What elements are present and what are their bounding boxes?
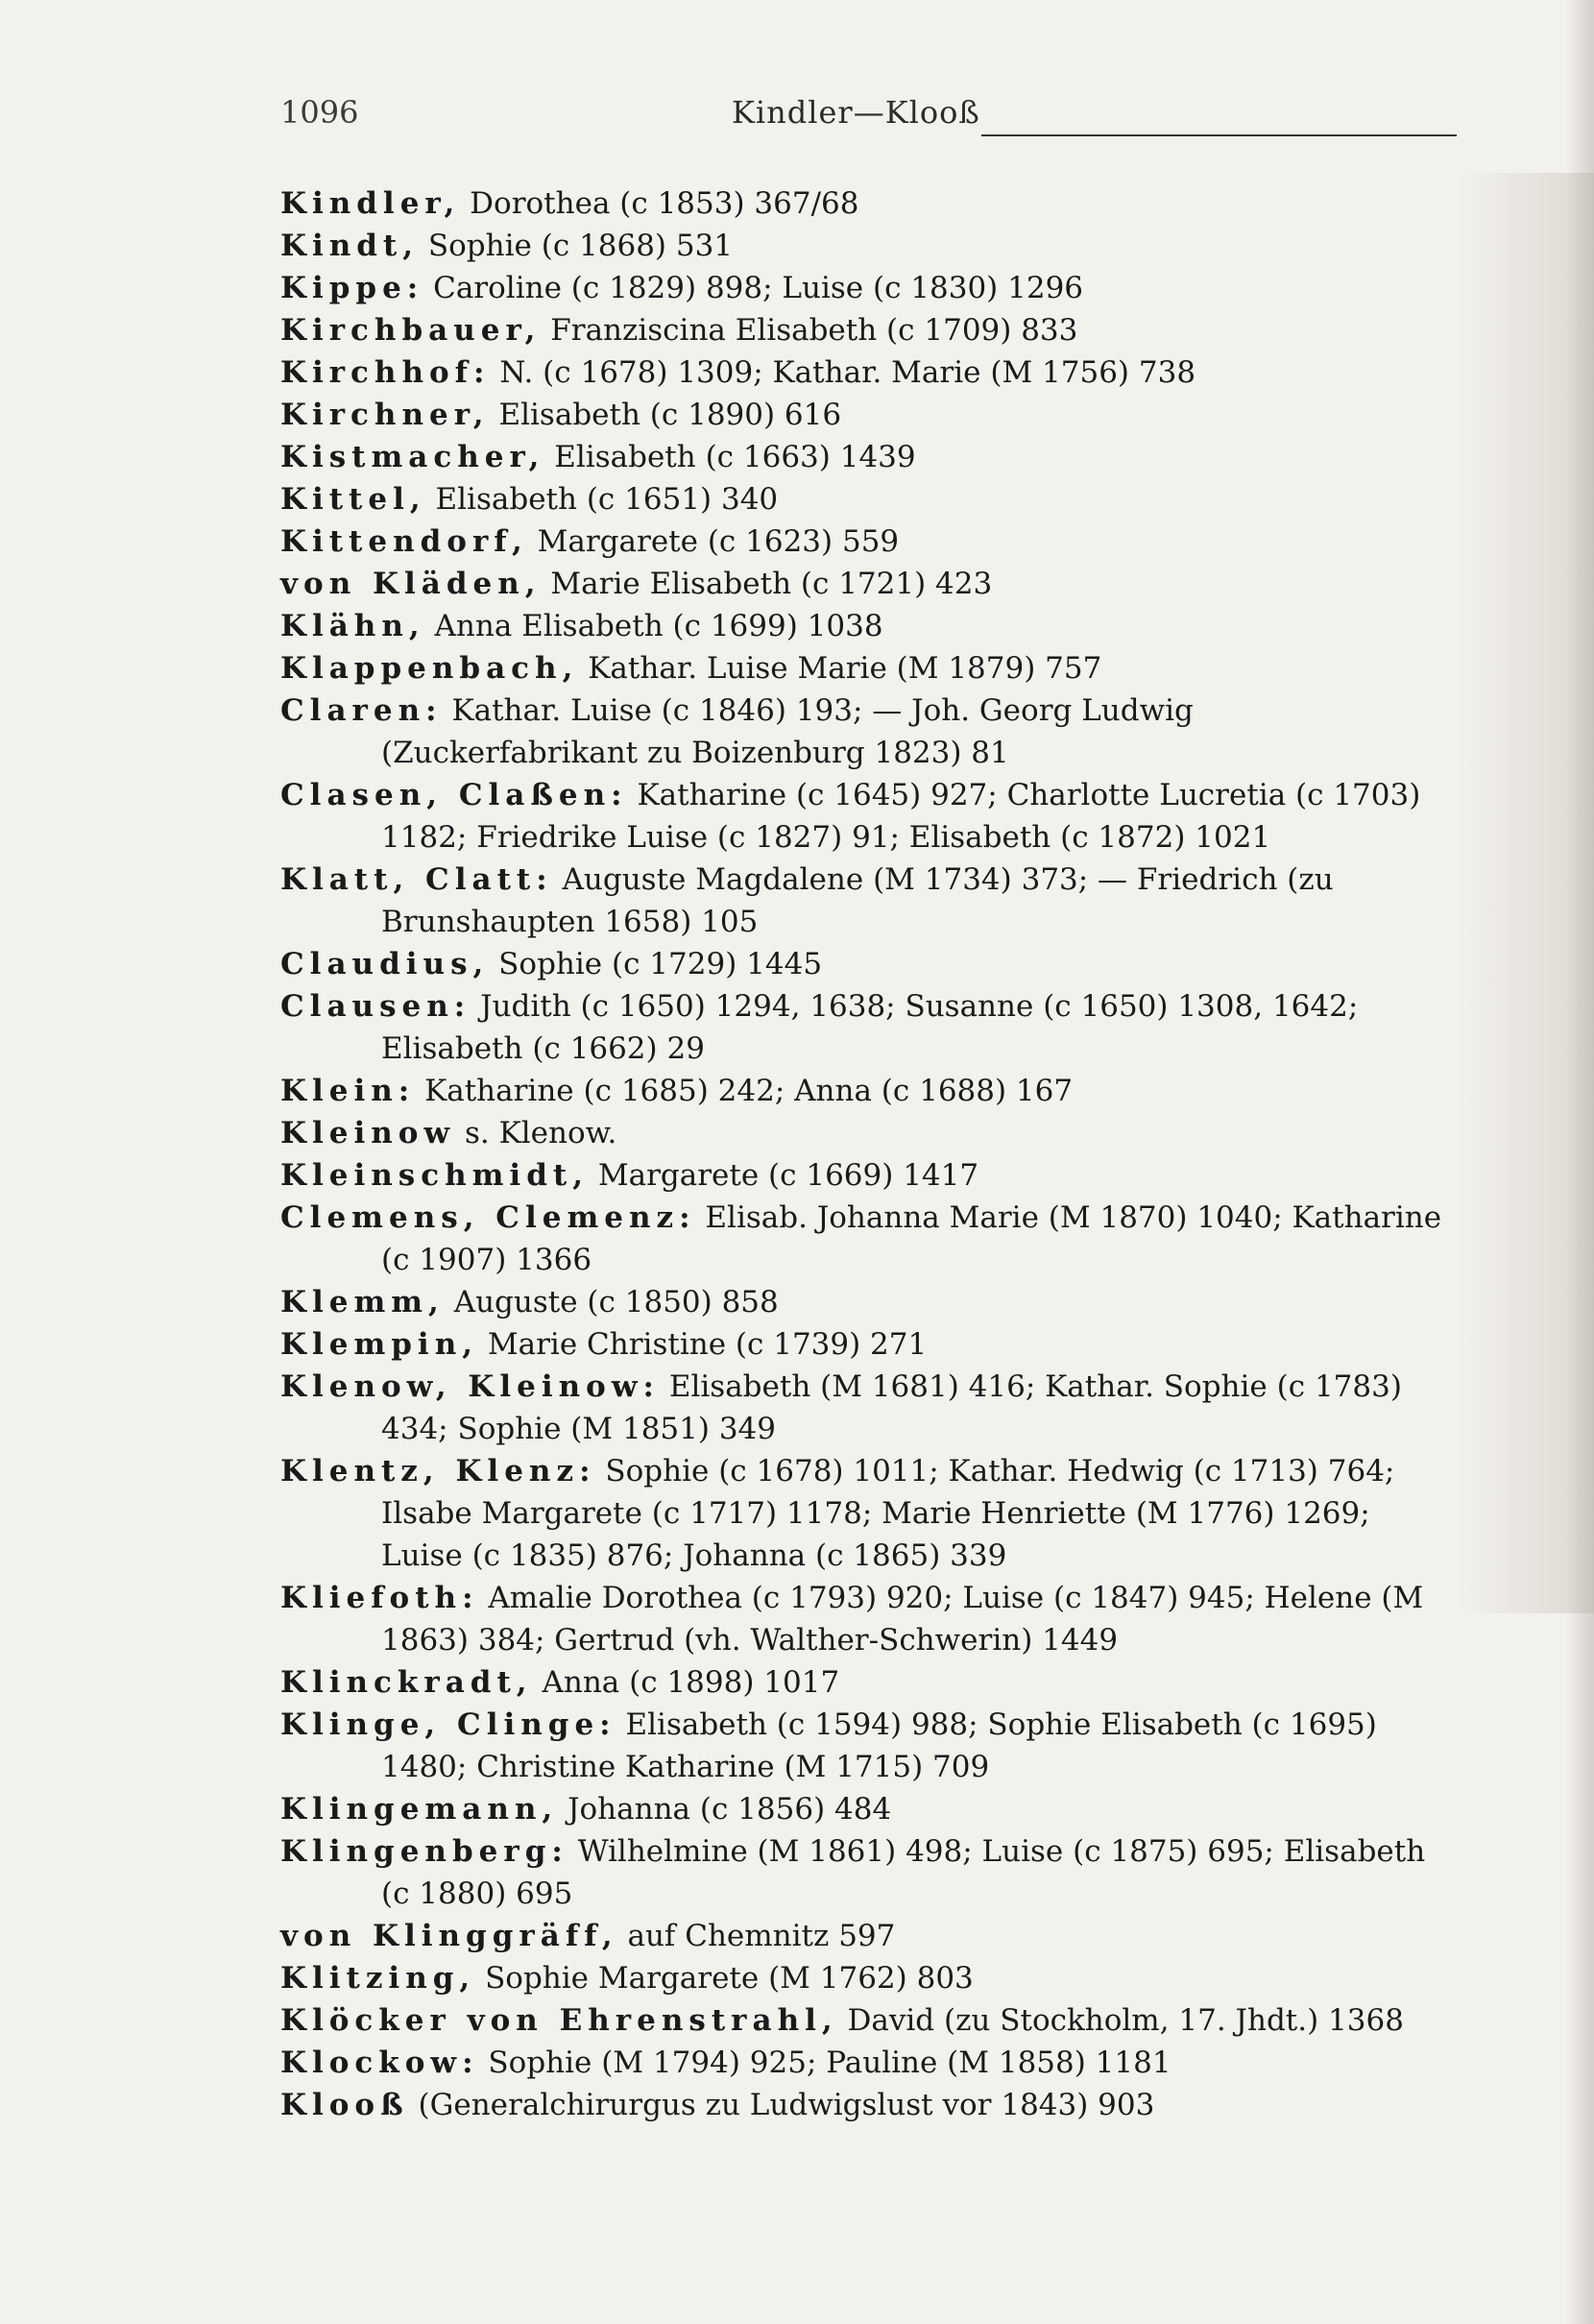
register-entry bbox=[280, 1788, 1457, 1830]
entry-surname: Klentz, Klenz: bbox=[280, 1454, 596, 1489]
entry-details: Marie Elisabeth (c 1721) 423 bbox=[550, 567, 993, 601]
register-entry bbox=[280, 1281, 1457, 1323]
entry-details: Elisabeth (M 1681) 416; Kathar. Sophie (c 1783) 434; Sophie (M 1851) 349 bbox=[381, 1369, 1402, 1446]
entry-surname: Claudius, bbox=[280, 947, 490, 981]
entry-details: Judith (c 1650) 1294, 1638; Susanne (c 1650) 1308, 1642; Elisabeth (c 1662) 29 bbox=[381, 989, 1359, 1066]
entry-details: (Generalchirurgus zu Ludwigslust vor 1843) 903 bbox=[418, 2088, 1155, 2122]
entry-surname: Klinckradt, bbox=[280, 1665, 533, 1700]
entry-details: Elisab. Johanna Marie (M 1870) 1040; Katharine (c 1907) 1366 bbox=[381, 1200, 1442, 1277]
entry-details: Margarete (c 1669) 1417 bbox=[597, 1158, 979, 1193]
entry-surname: Klooß bbox=[280, 2088, 409, 2122]
entry-surname: Klempin, bbox=[280, 1327, 479, 1362]
entry-details: Auguste Magdalene (M 1734) 373; — Friedrich (zu Brunshaupten 1658) 105 bbox=[381, 862, 1334, 939]
entry-surname: von Klinggräff, bbox=[280, 1919, 618, 1953]
entry-details: Elisabeth (c 1651) 340 bbox=[435, 482, 779, 517]
entry-surname: Kindler, bbox=[280, 186, 461, 221]
entry-details: Caroline (c 1829) 898; Luise (c 1830) 1296 bbox=[433, 271, 1084, 305]
entry-details: Margarete (c 1623) 559 bbox=[537, 524, 900, 559]
register-entry bbox=[280, 647, 1457, 690]
register-entry bbox=[280, 1915, 1457, 1957]
register-entry bbox=[280, 267, 1457, 309]
entry-details: Elisabeth (c 1663) 1439 bbox=[554, 440, 916, 474]
entry-surname: Kistmacher, bbox=[280, 440, 545, 474]
entry-surname: Klockow: bbox=[280, 2046, 479, 2080]
running-head: Kindler—Klooß bbox=[732, 94, 980, 131]
entry-surname: Klatt, Clatt: bbox=[280, 862, 553, 897]
entry-details: Elisabeth (c 1890) 616 bbox=[498, 398, 842, 432]
register-entry bbox=[280, 225, 1457, 267]
entry-details: Sophie (c 1678) 1011; Kathar. Hedwig (c 1713) 764; Ilsabe Margarete (c 1717) 1178; Marie Henriette (M 1776) 1269; Luise (c 1835) 876; Johanna (c 1865) 339 bbox=[381, 1454, 1395, 1573]
register-entry bbox=[280, 1323, 1457, 1366]
entry-surname: Klein: bbox=[280, 1074, 416, 1108]
entry-surname: Kittendorf, bbox=[280, 524, 528, 559]
entry-details: Johanna (c 1856) 484 bbox=[568, 1792, 892, 1827]
entry-surname: Klingemann, bbox=[280, 1792, 559, 1827]
page-header bbox=[280, 88, 1457, 136]
entry-surname: Kippe: bbox=[280, 271, 424, 305]
register-entry bbox=[280, 436, 1457, 478]
register-entry bbox=[280, 1197, 1457, 1281]
entry-surname: Kittel, bbox=[280, 482, 426, 517]
entry-details: s. Klenow. bbox=[464, 1116, 617, 1150]
page-number: 1096 bbox=[280, 94, 359, 131]
register-entry bbox=[280, 182, 1457, 225]
register-entry bbox=[280, 985, 1457, 1070]
register-entry bbox=[280, 478, 1457, 520]
entry-details: Marie Christine (c 1739) 271 bbox=[487, 1327, 928, 1362]
register-entry bbox=[280, 859, 1457, 943]
register-entry bbox=[280, 1957, 1457, 1999]
entry-surname: Klenow, Kleinow: bbox=[280, 1369, 660, 1404]
entry-surname: Klingenberg: bbox=[280, 1834, 568, 1869]
page-edge-shadow bbox=[1565, 0, 1594, 2324]
entry-surname: Kirchbauer, bbox=[280, 313, 542, 348]
register-entry bbox=[280, 1070, 1457, 1112]
entry-surname: Kleinschmidt, bbox=[280, 1158, 589, 1193]
entry-surname: Kliefoth: bbox=[280, 1581, 479, 1615]
entry-surname: Clasen, Claßen: bbox=[280, 778, 628, 812]
entry-details: Amalie Dorothea (c 1793) 920; Luise (c 1847) 945; Helene (M 1863) 384; Gertrud (vh. Walther-Schwerin) 1449 bbox=[381, 1581, 1424, 1658]
entry-details: Katharine (c 1645) 927; Charlotte Lucretia (c 1703) 1182; Friedrike Luise (c 1827) 91; Elisabeth (c 1872) 1021 bbox=[381, 778, 1421, 855]
entry-details: Sophie (M 1794) 925; Pauline (M 1858) 1181 bbox=[488, 2046, 1171, 2080]
entry-details: David (zu Stockholm, 17. Jhdt.) 1368 bbox=[847, 2003, 1404, 2038]
entry-surname: Klinge, Clinge: bbox=[280, 1707, 616, 1742]
entry-surname: Kleinow bbox=[280, 1116, 456, 1150]
register-entry bbox=[280, 1450, 1457, 1577]
register-entries bbox=[280, 182, 1457, 2126]
entry-surname: Klitzing, bbox=[280, 1961, 476, 1996]
entry-surname: Claren: bbox=[280, 693, 443, 728]
register-entry bbox=[280, 2084, 1457, 2126]
entry-surname: Klähn, bbox=[280, 609, 425, 643]
entry-details: Franziscina Elisabeth (c 1709) 833 bbox=[550, 313, 1078, 348]
register-entry bbox=[280, 2042, 1457, 2084]
register-entry bbox=[280, 1577, 1457, 1661]
entry-details: Dorothea (c 1853) 367/68 bbox=[470, 186, 859, 221]
entry-details: Elisabeth (c 1594) 988; Sophie Elisabeth (c 1695) 1480; Christine Katharine (M 1715) 709 bbox=[381, 1707, 1377, 1784]
entry-surname: Kirchhof: bbox=[280, 355, 491, 390]
entry-surname: Clemens, Clemenz: bbox=[280, 1200, 696, 1235]
register-entry bbox=[280, 1999, 1457, 2042]
entry-details: Anna Elisabeth (c 1699) 1038 bbox=[434, 609, 883, 643]
entry-details: Auguste (c 1850) 858 bbox=[453, 1285, 779, 1319]
register-entry bbox=[280, 605, 1457, 647]
entry-details: Sophie (c 1729) 1445 bbox=[498, 947, 823, 981]
register-entry bbox=[280, 520, 1457, 563]
register-entry bbox=[280, 309, 1457, 351]
register-entry bbox=[280, 394, 1457, 436]
entry-surname: Kirchner, bbox=[280, 398, 490, 432]
register-entry bbox=[280, 1830, 1457, 1915]
register-entry bbox=[280, 351, 1457, 394]
register-entry bbox=[280, 1704, 1457, 1788]
register-entry bbox=[280, 1661, 1457, 1704]
register-entry bbox=[280, 774, 1457, 859]
entry-surname: Klappenbach, bbox=[280, 651, 579, 686]
register-entry bbox=[280, 563, 1457, 605]
register-entry bbox=[280, 1154, 1457, 1197]
entry-surname: Clausen: bbox=[280, 989, 471, 1024]
register-entry bbox=[280, 943, 1457, 985]
entry-details: auf Chemnitz 597 bbox=[627, 1919, 896, 1953]
entry-surname: Kindt, bbox=[280, 229, 420, 263]
entry-details: Anna (c 1898) 1017 bbox=[542, 1665, 840, 1700]
entry-details: Sophie (c 1868) 531 bbox=[427, 229, 734, 263]
entry-details: Wilhelmine (M 1861) 498; Luise (c 1875) 695; Elisabeth (c 1880) 695 bbox=[381, 1834, 1426, 1911]
register-entry bbox=[280, 1112, 1457, 1154]
header-rule bbox=[981, 134, 1457, 136]
entry-surname: Klemm, bbox=[280, 1285, 445, 1319]
entry-details: Kathar. Luise (c 1846) 193; — Joh. Georg Ludwig (Zuckerfabrikant zu Boizenburg 1823) 81 bbox=[381, 693, 1194, 770]
register-entry bbox=[280, 690, 1457, 774]
entry-details: N. (c 1678) 1309; Kathar. Marie (M 1756) 738 bbox=[499, 355, 1196, 390]
entry-surname: von Kläden, bbox=[280, 567, 542, 601]
entry-surname: Klöcker von Ehrenstrahl, bbox=[280, 2003, 838, 2038]
entry-details: Kathar. Luise Marie (M 1879) 757 bbox=[588, 651, 1102, 686]
entry-details: Katharine (c 1685) 242; Anna (c 1688) 167 bbox=[424, 1074, 1074, 1108]
register-entry bbox=[280, 1366, 1457, 1450]
entry-details: Sophie Margarete (M 1762) 803 bbox=[485, 1961, 974, 1996]
